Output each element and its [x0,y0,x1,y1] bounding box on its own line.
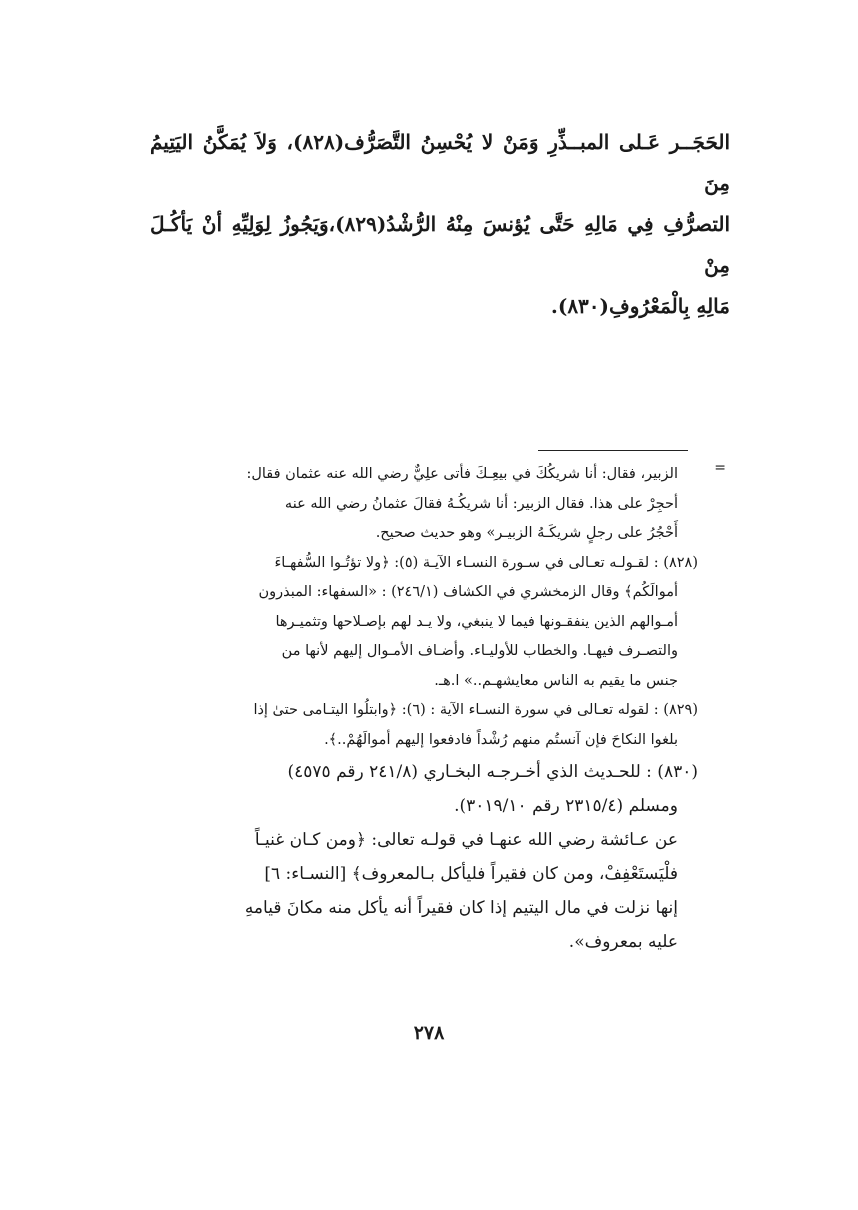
footnote-line: أموالَكُم﴾ وقال الزمخشري في الكشاف (٢٤٦/١) : «السفهاء: المبذرون [258,584,678,600]
footnote-line: والتصـرف فيهـا. والخطاب للأوليـاء. وأضـاف الأمـوال إليهم لأنها من [281,643,678,659]
main-text-block [150,122,730,327]
main-text-line: التصرُّفِ فِي مَالِهِ حَتَّى يُؤنسَ مِنْهُ الرُّشْدُ(٨٢٩)،وَيَجُوزُ لِوَلِيِّهِ أنْ يَأكُـلَ مِنْ [150,212,731,277]
footnote-line: أحجِرْ على هذا. فقال الزبير: أنا شريكُـهُ فقالَ عثمانُ رضي الله عنه [284,495,678,512]
main-text-line: مَالِهِ بِالْمَعْرُوفِ(٨٣٠). [550,294,730,318]
footnote-line: أمـوالهم الذين ينفقـونها فيما لا ينبغي، ولا يـد لهم بإصـلاحها وتثميـرها [275,613,678,630]
footnote-829 [150,696,698,755]
footnote-830 [150,755,698,959]
footnote-line: الزبير، فقال: أنا شريكُكَ في بيعِـكَ فأتى علِيٌّ رضي الله عنه عثمان فقال: [246,466,678,482]
continuation-mark: = [714,460,726,476]
footnote-line: (٨٣٠) : للحـديث الذي أخـرجـه البخـاري (٢٤١/٨ رقم ٤٥٧٥) [287,762,698,782]
footnote-line: جنس ما يقيم به الناس معايشهـم..» ا.هـ. [434,672,678,689]
footnotes-block [150,460,726,959]
page-number: ٢٧٨ [413,1022,445,1044]
footnote-828 [150,549,698,697]
footnote-line: عن عـائشة رضي الله عنهـا في قولـه تعالى: ﴿ومن كـان غنيـاً [254,830,678,850]
footnote-line: إنها نزلت في مال اليتيم إذا كان فقيراً أنه يأكل منه مكانَ قيامهِ [244,898,678,918]
footnote-line: فلْيَستَعْفِفْ، ومن كان فقيراً فليأكل بـالمعروف﴾ [النسـاء: ٦] [264,864,678,884]
main-text-line: الحَجَــر عَـلى المبــذِّرِ وَمَنْ لا يُحْسِنُ التَّصَرُّف(٨٢٨)، وَلاَ يُمَكَّنُ اليَتِيمُ مِنَ [150,130,731,195]
footnote-line: (٨٢٨) : لقـولـه تعـالى في سـورة النسـاء الآيـة (٥): ﴿ولا تؤتُـوا السُّفهـاءَ [274,554,698,571]
footnote-line: عليه بمعروف». [568,932,678,952]
footnote-line: ومسلم (٢٣١٥/٤ رقم ٣٠١٩/١٠). [454,796,678,816]
footnote-continuation [150,460,726,549]
footnote-separator [538,450,688,451]
footnote-line: بلغوا النكاحَ فإن آنستُم منهم رُشْداً فادفعوا إليهم أموالَهُمْ..﴾. [324,731,678,748]
footnote-line: (٨٢٩) : لقوله تعـالى في سورة النسـاء الآية : (٦): ﴿وابتلُوا اليتـامى حتىٰ إذا [253,702,698,718]
footnote-line: أَحْجُرُ على رجلٍ شريكَـهُ الزبيـر» وهو حديث صحيح. [375,525,678,541]
